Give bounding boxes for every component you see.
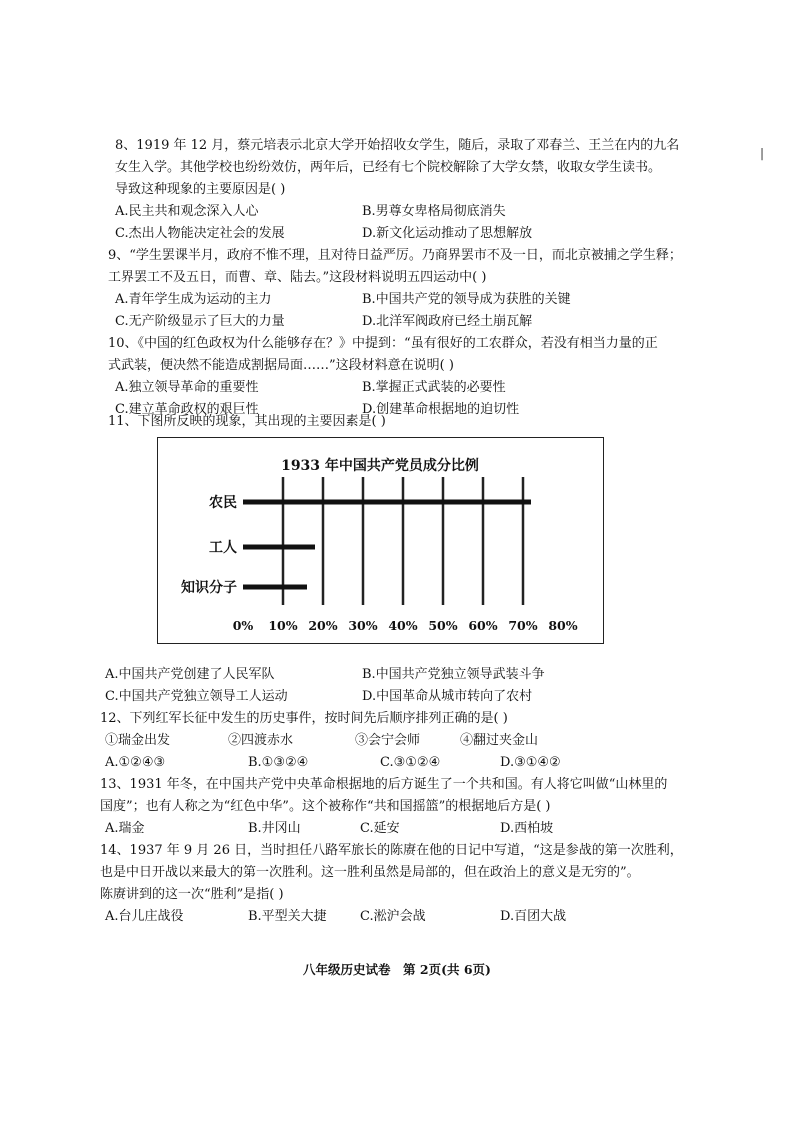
page-footer: 八年级历史试卷 第 2页(共 6页) <box>303 962 491 977</box>
q12-item-3: ③会宁会师 <box>355 733 421 748</box>
category-label: 工人 <box>209 540 237 556</box>
q10-line-1: 10、《中国的红色政权为什么能够存在？》中提到：“虽有很好的工农群众，若没有相当力量的正 <box>108 336 658 351</box>
q11-line-1: 11、下图所反映的现象，其出现的主要因素是( ) <box>108 414 386 429</box>
x-tick-label: 0% <box>232 618 254 633</box>
x-tick-label: 50% <box>428 618 458 633</box>
q13-line-2: 国度”；也有人称之为“红色中华”。这个被称作“共和国摇篮”的根据地后方是( ) <box>100 799 551 814</box>
q8-line-2: 女生入学。其他学校也纷纷效仿，两年后，已经有七个院校解除了大学女禁，收取女学生读书。 <box>115 160 662 175</box>
category-label: 农民 <box>209 495 237 511</box>
q11-option-a[interactable]: A.中国共产党创建了人民军队 <box>105 667 275 682</box>
q8-option-d[interactable]: D.新文化运动推动了思想解放 <box>362 226 533 241</box>
q10-option-b[interactable]: B.掌握正式武装的必要性 <box>362 380 506 395</box>
chart-title: 1933 年中国共产党员成分比例 <box>281 458 479 474</box>
q9-option-b[interactable]: B.中国共产党的领导成为获胜的关键 <box>362 292 571 307</box>
q12-option-b[interactable]: B.①③②④ <box>248 755 309 770</box>
q10-option-a[interactable]: A.独立领导革命的重要性 <box>115 380 259 395</box>
q9-option-a[interactable]: A.青年学生成为运动的主力 <box>115 292 272 307</box>
category-label: 知识分子 <box>181 580 237 596</box>
q11-option-b[interactable]: B.中国共产党独立领导武装斗争 <box>362 667 545 682</box>
q10-option-d[interactable]: D.创建革命根据地的迫切性 <box>362 402 520 417</box>
q10-line-2: 式武装，便决然不能造成割据局面……”这段材料意在说明( ) <box>108 358 454 373</box>
q14-option-c[interactable]: C.淞沪会战 <box>360 909 426 924</box>
q11-option-d[interactable]: D.中国革命从城市转向了农村 <box>362 689 533 704</box>
x-tick-label: 10% <box>268 618 298 633</box>
x-tick-label: 20% <box>308 618 338 633</box>
q14-line-2: 也是中日开战以来最大的第一次胜利。这一胜利虽然是局部的，但在政治上的意义是无穷的”。 <box>100 865 640 880</box>
q11-option-c[interactable]: C.中国共产党独立领导工人运动 <box>105 689 288 704</box>
q9-line-1: 9、“学生罢课半月，政府不惟不理，且对待日益严厉。乃商界罢市不及一日，而北京被捕之学生释； <box>108 248 682 263</box>
q8-option-b[interactable]: B.男尊女卑格局彻底消失 <box>362 204 506 219</box>
x-tick-label: 30% <box>348 618 378 633</box>
x-tick-label: 40% <box>388 618 418 633</box>
q12-option-c[interactable]: C.③①②④ <box>380 755 441 770</box>
party-composition-chart <box>157 437 604 644</box>
q9-line-2: 工界罢工不及五日，而曹、章、陆去。”这段材料说明五四运动中( ) <box>108 270 487 285</box>
q14-option-b[interactable]: B.平型关大捷 <box>248 909 327 924</box>
bar-1 <box>243 545 315 550</box>
q14-option-a[interactable]: A.台儿庄战役 <box>105 909 184 924</box>
q13-option-b[interactable]: B.井冈山 <box>248 821 301 836</box>
q13-option-c[interactable]: C.延安 <box>360 821 400 836</box>
x-tick-label: 70% <box>508 618 538 633</box>
q12-item-1: ①瑞金出发 <box>105 733 171 748</box>
x-tick-label: 80% <box>548 618 578 633</box>
q14-option-d[interactable]: D.百团大战 <box>500 909 567 924</box>
q13-line-1: 13、1931 年冬，在中国共产党中央革命根据地的后方诞生了一个共和国。有人将它叫做“山林里的 <box>100 777 668 792</box>
q14-line-3: 陈赓讲到的这一次“胜利”是指( ) <box>100 887 284 902</box>
q12-option-a[interactable]: A.①②④③ <box>105 755 166 770</box>
q10-option-c[interactable]: C.建立革命政权的艰巨性 <box>115 402 259 417</box>
q8-line-1: 8、1919 年 12 月，蔡元培表示北京大学开始招收女学生，随后，录取了邓春兰、王兰在内的九名 <box>115 138 680 153</box>
q8-line-3: 导致这种现象的主要原因是( ) <box>115 182 286 197</box>
x-tick-label: 60% <box>468 618 498 633</box>
q14-line-1: 14、1937 年 9 月 26 日，当时担任八路军旅长的陈赓在他的日记中写道，“这是参战的第一次胜利， <box>100 843 683 858</box>
q12-option-d[interactable]: D.③①④② <box>500 755 561 770</box>
q13-option-d[interactable]: D.西柏坡 <box>500 821 554 836</box>
scan-edge-mark: | <box>760 146 765 160</box>
bar-2 <box>243 585 307 590</box>
q12-item-4: ④翻过夹金山 <box>460 733 539 748</box>
q8-option-c[interactable]: C.杰出人物能决定社会的发展 <box>115 226 285 241</box>
q12-item-2: ②四渡赤水 <box>228 733 294 748</box>
q8-option-a[interactable]: A.民主共和观念深入人心 <box>115 204 259 219</box>
q9-option-c[interactable]: C.无产阶级显示了巨大的力量 <box>115 314 285 329</box>
q12-line-1: 12、下列红军长征中发生的历史事件，按时间先后顺序排列正确的是( ) <box>100 711 508 726</box>
q13-option-a[interactable]: A.瑞金 <box>105 821 145 836</box>
bar-0 <box>243 500 531 505</box>
q9-option-d[interactable]: D.北洋军阀政府已经土崩瓦解 <box>362 314 533 329</box>
